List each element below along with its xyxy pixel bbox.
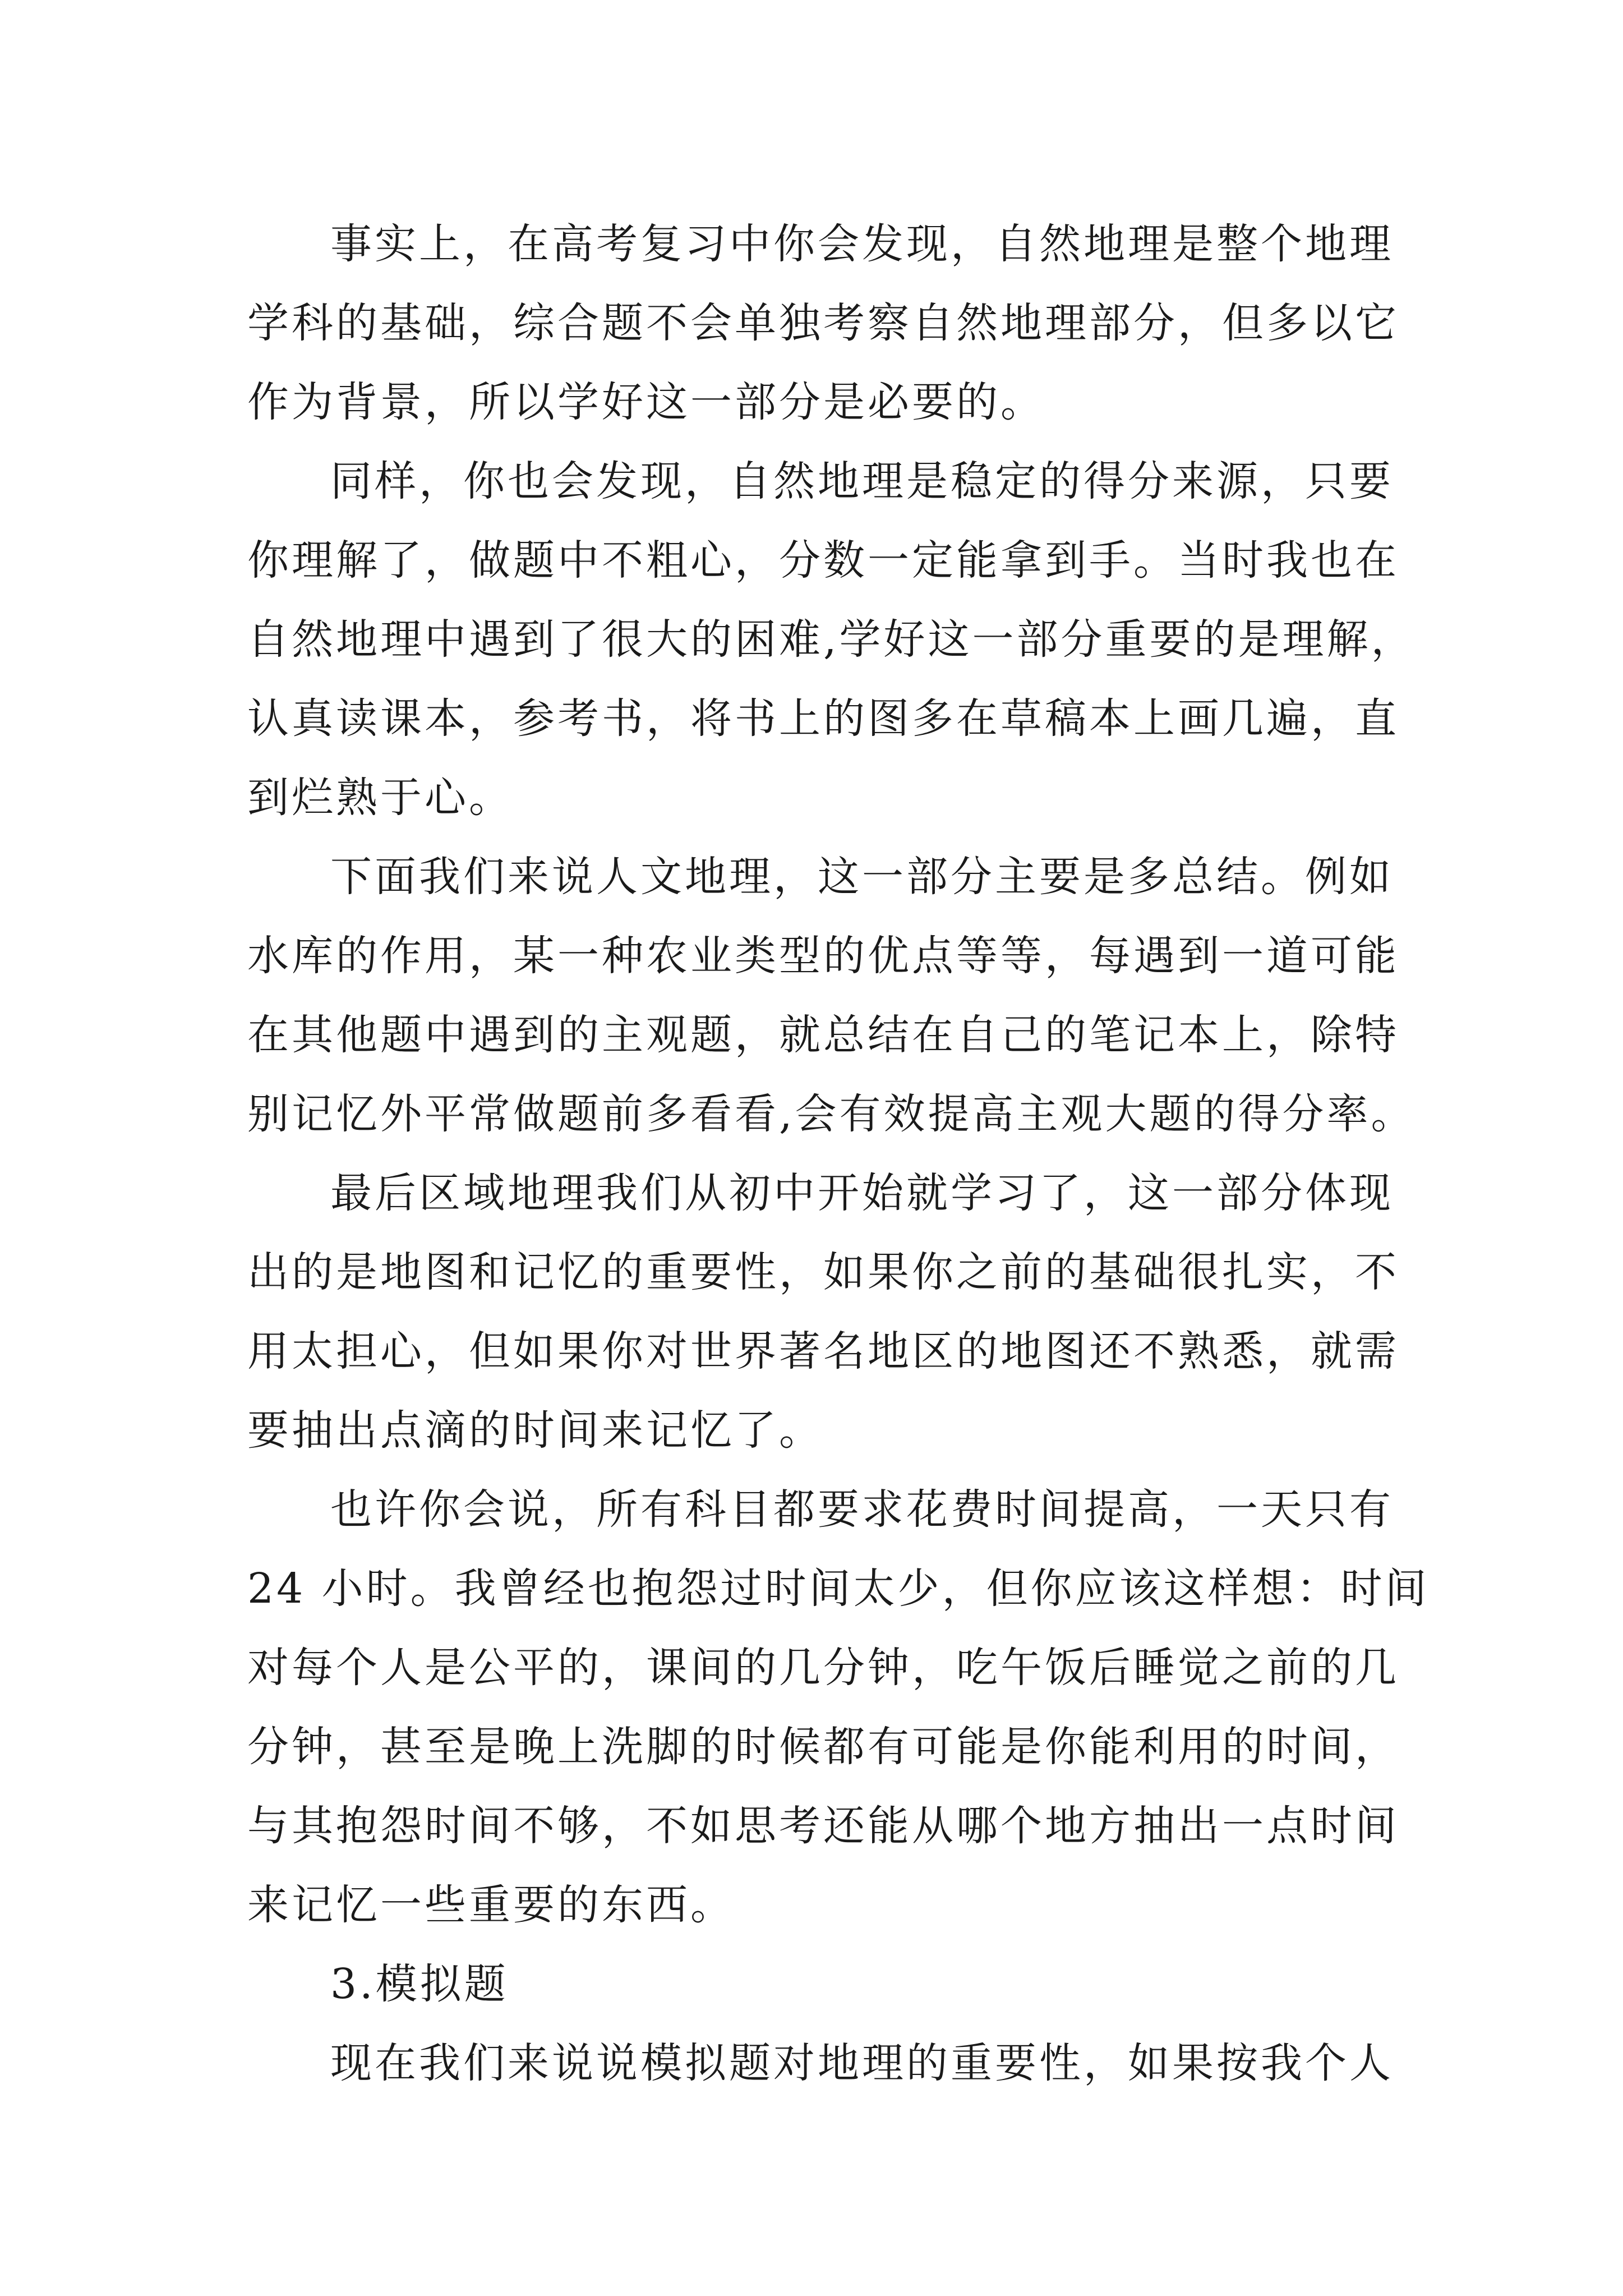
text-line: 与其抱怨时间不够，不如思考还能从哪个地方抽出一点时间 [247,1802,1399,1850]
text-line: 来记忆一些重要的东西。 [247,1881,735,1929]
text-line: 现在我们来说说模拟题对地理的重要性，如果按我个人 [330,2039,1394,2087]
body-text [247,205,1430,2103]
text-line: 24 小时。我曾经也抱怨过时间太少，但你应该这样想：时间 [247,1565,1430,1613]
text-line: 事实上，在高考复习中你会发现，自然地理是整个地理 [330,220,1394,268]
text-line: 水库的作用，某一种农业类型的优点等等，每遇到一道可能 [247,932,1399,980]
text-line: 出的是地图和记忆的重要性，如果你之前的基础很扎实，不 [247,1248,1399,1296]
text-line: 学科的基础，综合题不会单独考察自然地理部分，但多以它 [247,299,1399,347]
text-line: 也许你会说，所有科目都要求花费时间提高，一天只有 [330,1485,1394,1534]
text-line: 到烂熟于心。 [247,774,513,822]
text-line: 3.模拟题 [330,1960,509,2008]
text-line: 用太担心，但如果你对世界著名地区的地图还不熟悉，就需 [247,1327,1399,1375]
text-line: 分钟，甚至是晚上洗脚的时候都有可能是你能利用的时间， [247,1723,1399,1771]
text-line: 同样，你也会发现，自然地理是稳定的得分来源，只要 [330,457,1394,505]
text-line: 下面我们来说人文地理，这一部分主要是多总结。例如 [330,853,1394,901]
text-line: 最后区域地理我们从初中开始就学习了，这一部分体现 [330,1169,1394,1217]
text-line: 要抽出点滴的时间来记忆了。 [247,1406,823,1455]
text-line: 认真读课本，参考书，将书上的图多在草稿本上画几遍，直 [247,694,1399,743]
text-line: 别记忆外平常做题前多看看,会有效提高主观大题的得分率。 [247,1090,1415,1138]
text-line: 自然地理中遇到了很大的困难,学好这一部分重要的是理解， [247,615,1415,664]
text-line: 在其他题中遇到的主观题，就总结在自己的笔记本上，除特 [247,1011,1399,1059]
text-line: 对每个人是公平的，课间的几分钟，吃午饭后睡觉之前的几 [247,1644,1399,1692]
text-line: 作为背景，所以学好这一部分是必要的。 [247,378,1045,426]
text-line: 你理解了，做题中不粗心，分数一定能拿到手。当时我也在 [247,536,1399,585]
